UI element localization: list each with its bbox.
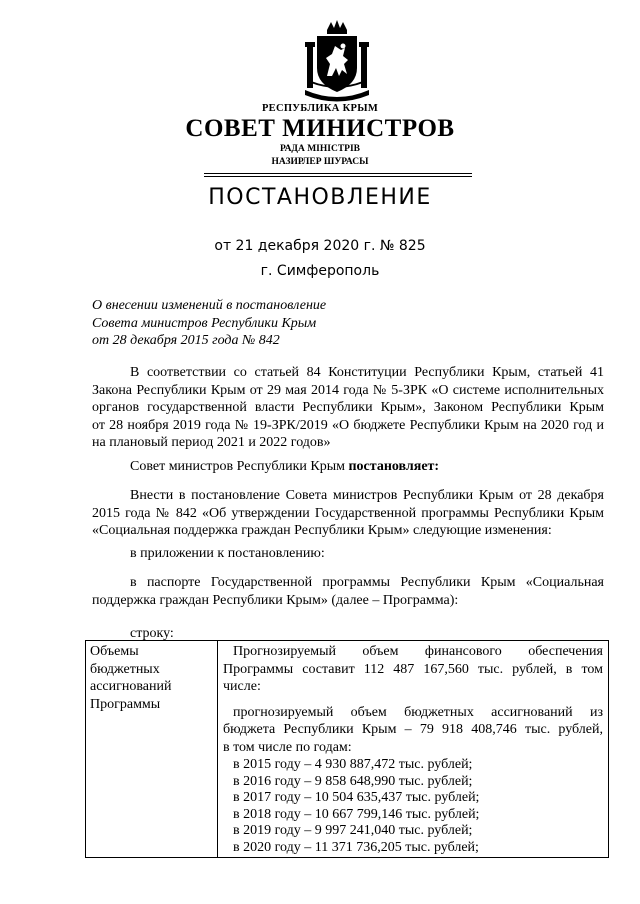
- paragraph-line: [92, 458, 604, 476]
- document-city: г. Симферополь: [260, 263, 380, 279]
- budget-table: [85, 640, 609, 858]
- paragraph-resolves: [92, 458, 604, 476]
- table-year-line: в 2018 году – 10 667 799,146 тыс. рублей;: [233, 806, 480, 822]
- paragraph-line: в паспорте Государственной программы Республики Крым «Социальная: [130, 575, 604, 590]
- paragraph-line: Закона Республики Крым от 29 мая 2014 года № 5-ЗРК «О системе исполнительных: [92, 382, 604, 398]
- paragraph-line: «Социальная поддержка граждан Республики Крым» следующие изменения:: [92, 523, 552, 538]
- subject-line: от 28 декабря 2015 года № 842: [92, 333, 280, 348]
- paragraph-line: поддержка граждан Республики Крым» (далее – Программа):: [92, 592, 459, 608]
- paragraph-line: от 28 ноября 2019 года № 19-ЗРК/2019 «О бюджете Республики Крым на 2020 год и: [92, 417, 604, 433]
- paragraph-legal-basis: [92, 364, 604, 452]
- subject-line: Совета министров Республики Крым: [92, 315, 317, 331]
- document-type-title: ПОСТАНОВЛЕНИЕ: [208, 185, 432, 210]
- table-left-line: бюджетных: [90, 661, 160, 677]
- paragraph-line: 2015 года № 842 «Об утверждении Государственной программы Республики Крым: [92, 505, 604, 521]
- resolves-keyword: постановляет:: [348, 459, 440, 474]
- table-left-line: ассигнований: [90, 679, 172, 694]
- header-rada: РАДА МІНІСТРІВ: [279, 144, 360, 154]
- paragraph-line: на плановый период 2021 и 2022 годов»: [92, 435, 331, 450]
- table-right-line: в том числе по годам:: [223, 739, 352, 755]
- header-rule-thick: [204, 173, 472, 174]
- paragraph-amend: [92, 487, 604, 540]
- table-right-line: прогнозируемый объем бюджетных ассигнований из: [233, 704, 603, 720]
- table-left-line: Программы: [90, 696, 161, 712]
- paragraph-line: в приложении к постановлению:: [130, 546, 325, 561]
- document-subject: [92, 297, 326, 350]
- subject-line: О внесении изменений в постановление: [92, 298, 327, 313]
- table-left-line: Объемы: [90, 644, 139, 659]
- table-right-line: бюджета Республики Крым – 79 918 408,746 тыс. рублей,: [223, 722, 603, 737]
- table-right-line: Программы составит 112 487 167,560 тыс. рублей, в том: [223, 661, 603, 677]
- table-gap: [223, 696, 603, 704]
- resolves-lead: Совет министров Республики Крым: [130, 459, 349, 474]
- header-rule-thin: [204, 176, 472, 177]
- document-date-number: от 21 декабря 2020 г. № 825: [214, 238, 426, 254]
- paragraph-line: Внести в постановление Совета министров Республики Крым от 28 декабря: [130, 488, 604, 503]
- table-year-line: в 2019 году – 9 997 241,040 тыс. рублей;: [233, 823, 473, 838]
- table-right-cell: [223, 643, 603, 855]
- paragraph-line: В соответствии со статьей 84 Конституции Республики Крым, статьей 41: [130, 365, 604, 380]
- paragraph-appendix: [92, 545, 604, 563]
- paragraph-passport: [92, 574, 604, 609]
- table-year-line: в 2020 году – 11 371 736,205 тыс. рублей;: [233, 839, 479, 855]
- header-nazirler: НАЗИРЛЕР ШУРАСЫ: [271, 157, 369, 167]
- table-year-line: в 2017 году – 10 504 635,437 тыс. рублей;: [233, 790, 480, 805]
- table-right-line: Прогнозируемый объем финансового обеспечения: [233, 644, 603, 659]
- table-year-line: в 2015 году – 4 930 887,472 тыс. рублей;: [233, 757, 473, 772]
- table-column-divider: [217, 641, 218, 857]
- paragraph-line: строку:: [130, 626, 174, 641]
- table-left-cell: [90, 643, 214, 713]
- table-year-line: в 2016 году – 9 858 648,990 тыс. рублей;: [233, 773, 473, 789]
- header-council: СОВЕТ МИНИСТРОВ: [185, 115, 455, 142]
- header-republic: РЕСПУБЛИКА КРЫМ: [261, 103, 379, 114]
- coat-of-arms-emblem: [297, 18, 377, 102]
- table-right-line: числе:: [223, 679, 261, 694]
- paragraph-line: органов государственной власти Республики Крым», Законом Республики Крым: [92, 400, 604, 415]
